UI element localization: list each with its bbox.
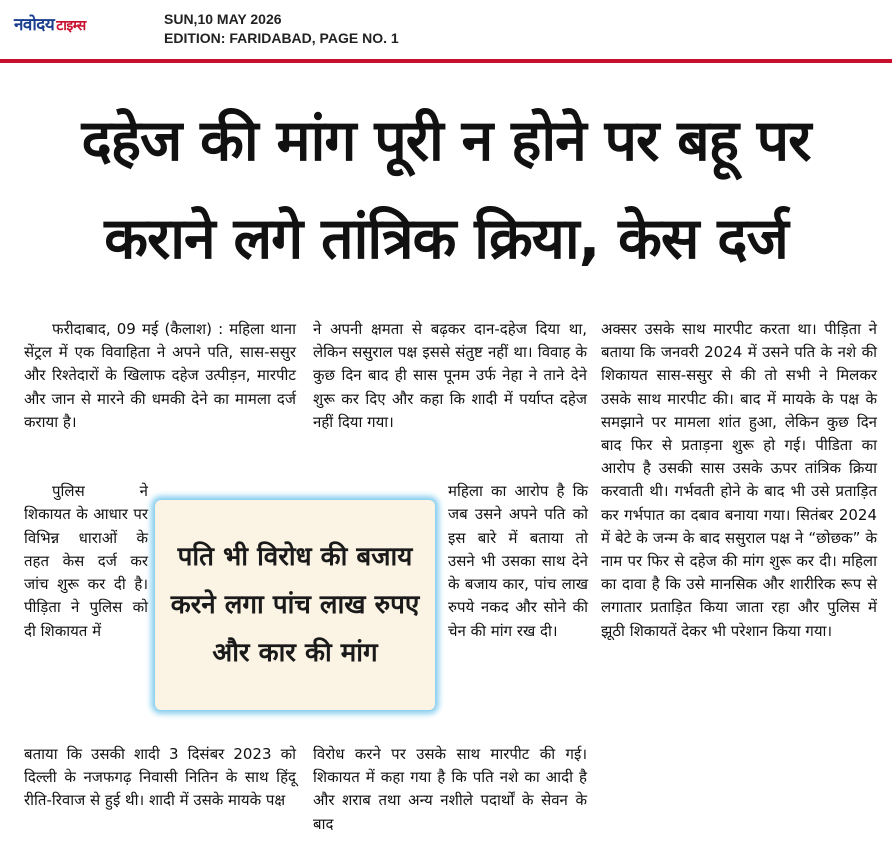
article-paragraph: महिला का आरोप है कि जब उसने अपने पति को इस बारे में बताया तो उसने भी उसका साथ देने के बजाय कार, पांच लाख रुपये नकद और सोने की चेन की मांग रख दी।: [448, 482, 588, 640]
article-paragraph: ने अपनी क्षमता से बढ़कर दान-दहेज दिया था, लेकिन ससुराल पक्ष इससे संतुष्ट नहीं था। विवाह के कुछ दिन बाद ही सास पूनम उर्फ नेहा ने ताने देने शुरू कर दिए और कहा कि शादी में पर्याप्त दहेज नहीं दिया गया।: [313, 320, 587, 431]
logo-sub: टाइम्स: [56, 18, 86, 34]
edition-meta: [164, 10, 399, 48]
date-line: SUN,10 MAY 2026: [164, 11, 282, 27]
article-column-1-bottom: [24, 743, 296, 813]
article-column-1-narrow: [24, 480, 148, 643]
masthead: [0, 0, 892, 62]
article-column-2-narrow: [448, 480, 588, 643]
headline: [0, 92, 892, 288]
pull-quote-box: [155, 500, 435, 710]
headline-line-2: कराने लगे तांत्रिक क्रिया, केस दर्ज: [104, 206, 788, 272]
pull-quote-text: पति भी विरोध की बजाय करने लगा पांच लाख रुपए और कार की मांग: [170, 542, 420, 668]
article-column-2-bottom: [313, 743, 587, 836]
article-column-3: [601, 318, 877, 643]
edition-line: EDITION: FARIDABAD, PAGE NO. 1: [164, 30, 399, 46]
article-paragraph: फरीदाबाद, 09 मई (कैलाश) : महिला थाना सेंट्रल में एक विवाहिता ने अपने पति, सास-ससुर और रिश्तेदारों के खिलाफ दहेज उत्पीड़न, मारपीट और जान से मारने की धमकी देने का मामला दर्ज कराया है।: [24, 320, 296, 431]
logo-main: नवोदय: [14, 15, 55, 35]
article-paragraph: बताया कि उसकी शादी 3 दिसंबर 2023 को दिल्ली के नजफगढ़ निवासी नितिन के साथ हिंदू रीति-रिवाज से हुई थी। शादी में उसके मायके पक्ष: [24, 745, 296, 810]
article-paragraph: विरोध करने पर उसके साथ मारपीट की गई। शिकायत में कहा गया है कि पति नशे का आदी है और शराब तथा अन्य नशीले पदार्थों के सेवन के बाद: [313, 745, 587, 833]
article-column-2: [313, 318, 587, 434]
headline-line-1: दहेज की मांग पूरी न होने पर बहू पर: [81, 108, 811, 174]
article-paragraph: अक्सर उसके साथ मारपीट करता था। पीड़िता ने बताया कि जनवरी 2024 में उसने पति के नशे की शिकायत सास-ससुर से की तो सभी ने मिलकर उसके साथ मारपीट की। बाद में मायके के पक्ष के समझाने पर मामला शांत हुआ, लेकिन कुछ दिन बाद फिर से प्रताड़ना शुरू हो गई। पीडिता का आरोप है उसकी सास उसके ऊपर तांत्रिक क्रिया करवाती थी। गर्भवती होने के बाद भी उसे प्रताड़ित कर गर्भपात का दबाव बनाया गया। सितंबर 2024 में बेटे के जन्म के बाद ससुराल पक्ष ने “छोछक” के नाम पर फिर से दहेज की मांग शुरू कर दी। महिला का दावा है कि उसे मानसिक और शारीरिक रूप से लगातार प्रताड़ित किया जाता रहा और पुलिस में झूठी शिकायतें देकर भी परेशान किया गया।: [601, 320, 877, 640]
newspaper-logo: [14, 12, 86, 35]
article-column-1: [24, 318, 296, 434]
article-paragraph: पुलिस ने शिकायत के आधार पर विभिन्न धाराओं के तहत केस दर्ज कर जांच शुरू कर दी है।पीड़िता ने पुलिस को दी शिकायत में: [24, 482, 148, 640]
masthead-divider: [0, 59, 892, 63]
